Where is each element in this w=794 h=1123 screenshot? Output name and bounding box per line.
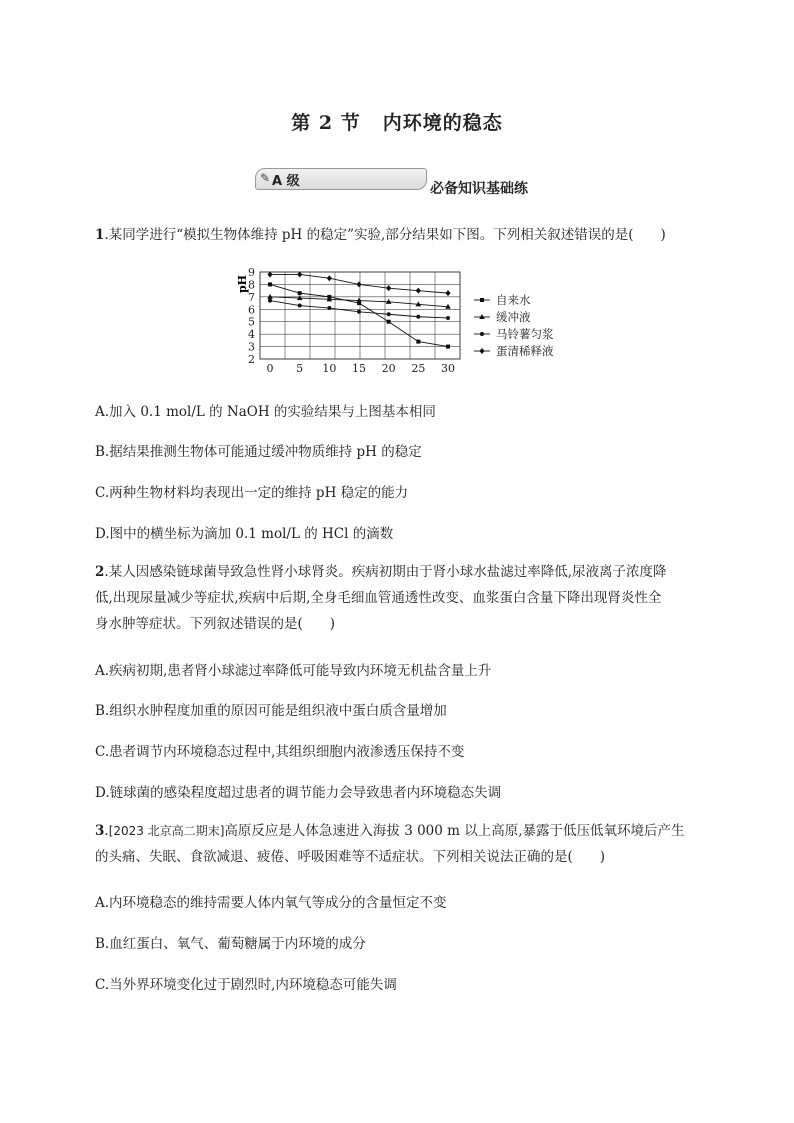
question-stem-line-3: 身水肿等症状。下列叙述错误的是( ) <box>95 616 336 632</box>
level-badge <box>255 168 427 190</box>
series-2 <box>267 294 451 309</box>
x-tick-label: 0 <box>266 362 274 375</box>
legend-item <box>474 293 531 307</box>
y-tick-label: 7 <box>248 290 255 304</box>
y-axis-label: pH <box>236 274 249 294</box>
data-point <box>480 332 484 336</box>
ph-line-chart <box>228 262 578 377</box>
question-number: 1 <box>95 227 105 243</box>
data-point <box>445 290 450 296</box>
q3-option-a: A.内环境稳态的维持需要人体内氧气等成分的含量恒定不变 <box>95 895 447 911</box>
y-tick-label: 6 <box>248 303 255 317</box>
data-point <box>387 312 391 316</box>
x-tick-label: 5 <box>296 362 304 375</box>
q3-option-c: C.当外界环境变化过于剧烈时,内环境稳态可能失调 <box>95 977 397 993</box>
q2-option-d: D.链球菌的感染程度超过患者的调节能力会导致患者内环境稳态失调 <box>95 785 502 801</box>
legend-item <box>474 310 531 324</box>
data-point <box>416 340 420 344</box>
data-point <box>416 315 420 319</box>
question-1 <box>95 222 699 248</box>
data-point <box>357 310 361 314</box>
legend-label: 缓冲液 <box>496 310 531 324</box>
data-point <box>480 298 484 302</box>
data-point <box>268 282 272 286</box>
series-4 <box>267 271 450 296</box>
legend-item <box>474 327 554 341</box>
q1-option-b: B.据结果推测生物体可能通过缓冲物质维持 pH 的稳定 <box>95 444 422 460</box>
data-point <box>416 288 421 294</box>
q1-option-a: A.加入 0.1 mol/L 的 NaOH 的实验结果与上图基本相同 <box>95 404 436 420</box>
question-number: 2 <box>95 564 105 580</box>
x-tick-label: 25 <box>411 362 426 375</box>
data-point <box>387 320 391 324</box>
section-number: 第 2 节 <box>291 112 361 134</box>
data-point <box>298 304 302 308</box>
series-1 <box>268 282 450 348</box>
data-point <box>298 291 302 295</box>
x-tick-label: 20 <box>381 362 396 375</box>
data-point <box>386 285 391 291</box>
section-title <box>0 108 794 135</box>
data-point <box>356 281 361 287</box>
x-tick-label: 15 <box>352 362 366 375</box>
series-line <box>270 284 448 346</box>
y-tick-label: 4 <box>248 328 255 342</box>
y-tick-label: 9 <box>248 266 255 279</box>
data-point <box>479 314 485 319</box>
legend-label: 自来水 <box>496 293 531 307</box>
q2-option-b: B.组织水肿程度加重的原因可能是组织液中蛋白质含量增加 <box>95 703 447 719</box>
data-point <box>479 348 484 354</box>
y-tick-label: 5 <box>248 315 255 329</box>
data-point <box>327 306 331 310</box>
y-tick-label: 2 <box>248 353 255 366</box>
legend-label: 蛋清稀释液 <box>496 344 554 358</box>
q3-option-b: B.血红蛋白、氧气、葡萄糖属于内环境的成分 <box>95 936 366 952</box>
section-name: 内环境的稳态 <box>382 112 503 134</box>
question-source: [2023 北京高二期末] <box>108 824 225 838</box>
q2-option-c: C.患者调节内环境稳态过程中,其组织细胞内液渗透压保持不变 <box>95 744 465 760</box>
q2-option-a: A.疾病初期,患者肾小球滤过率降低可能导致内环境无机盐含量上升 <box>95 663 492 679</box>
legend-label: 马铃薯匀浆 <box>496 327 554 341</box>
level-badge-label: A 级 <box>272 174 300 189</box>
legend-item <box>474 344 554 358</box>
data-point <box>268 299 272 303</box>
q1-option-c: C.两种生物材料均表现出一定的维持 pH 稳定的能力 <box>95 485 409 501</box>
chart-legend <box>474 293 554 358</box>
y-tick-label: 3 <box>248 340 255 354</box>
data-point <box>327 275 332 281</box>
y-tick-label: 8 <box>248 278 255 292</box>
question-stem: .某同学进行“模拟生物体维持 pH 的稳定”实验,部分结果如下图。下列相关叙述错误的是( ) <box>104 227 666 243</box>
question-stem-line-2: 的头痛、失眠、食欲减退、疲倦、呼吸困难等不适症状。下列相关说法正确的是( ) <box>95 849 606 865</box>
chart-series <box>267 271 451 348</box>
data-point <box>267 294 273 299</box>
data-point <box>446 316 450 320</box>
x-tick-label: 10 <box>322 362 337 375</box>
question-stem-line-1: .某人因感染链球菌导致急性肾小球肾炎。疾病初期由于肾小球水盐滤过率降低,尿液离子浓度降 <box>104 564 667 580</box>
pencil-icon: ✎ <box>260 171 271 185</box>
question-2 <box>95 559 699 637</box>
question-number: 3 <box>95 823 105 839</box>
x-tick-label: 30 <box>441 362 455 375</box>
data-point <box>446 345 450 349</box>
question-stem-line-1: 高原反应是人体急速进入海拔 3 000 m 以上高原,暴露于低压低氧环境后产生 <box>224 823 685 839</box>
level-title: 必备知识基础练 <box>430 181 528 197</box>
question-3: 3.[2023 北京高二期末]高原反应是人体急速进入海拔 3 000 m 以上高原,暴露于低压低氧环境后产生 的头痛、失眠、食欲减退、疲倦、呼吸困难等不适症状。下列相关说法正确的是( ) <box>95 818 699 870</box>
question-stem-line-2: 低,出现尿量减少等症状,疾病中后期,全身毛细血管通透性改变、血浆蛋白含量下降出现肾炎性全 <box>95 590 662 606</box>
q1-option-d: D.图中的横坐标为滴加 0.1 mol/L 的 HCl 的滴数 <box>95 526 394 542</box>
